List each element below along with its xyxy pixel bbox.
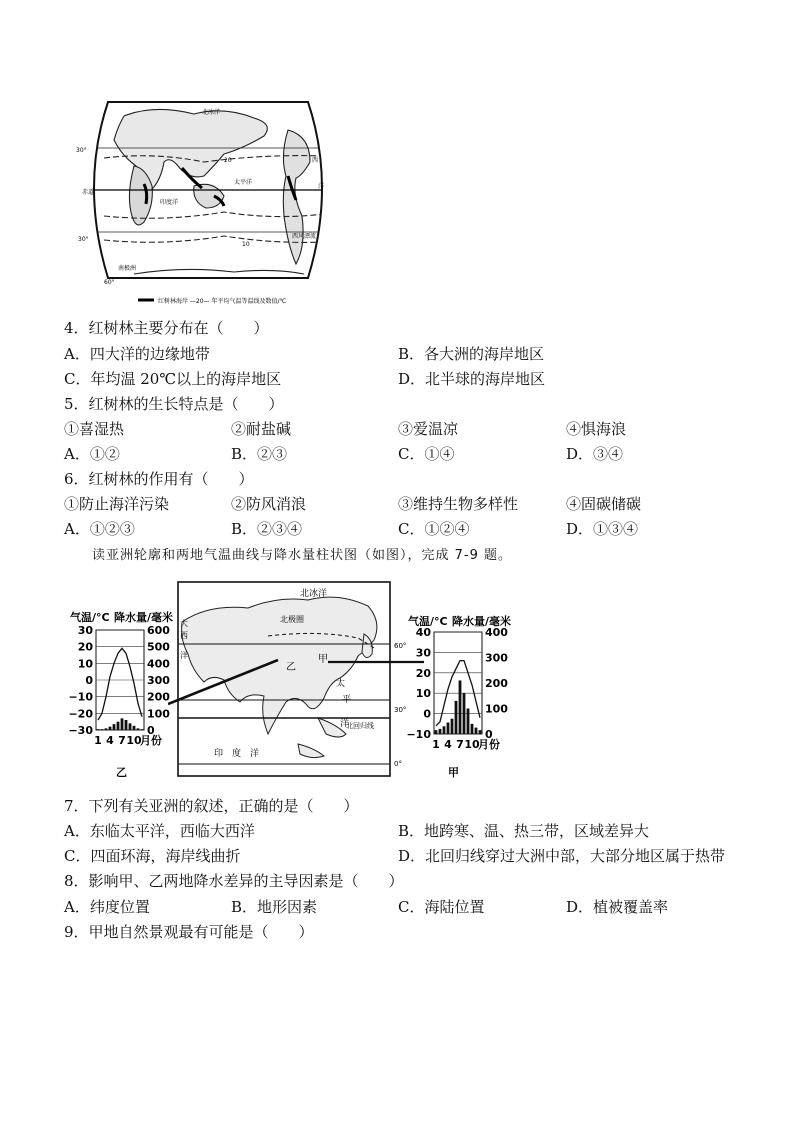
q8-option-a[interactable]: A．纬度位置 [64,898,150,916]
chart-yi-precip-bar [105,728,108,730]
chart-jia-temp-tick: 30 [415,646,431,660]
q5-option-b[interactable]: B．②③ [231,445,288,463]
label-equator: 赤道 [82,189,95,196]
chart-jia-precip-tick: 300 [485,651,508,665]
label-lat60s: 60° [104,279,115,286]
asia-label-tropic: 北回归线 [346,722,374,730]
q7-option-c[interactable]: C．四面环海，海岸线曲折 [64,847,241,865]
chart-jia-precip-bar [439,729,442,734]
chart-jia-x-tick: 4 [444,738,452,751]
q7-option-a[interactable]: A．东临太平洋，西临大西洋 [64,822,255,840]
world-mangrove-map [74,96,342,308]
label-west-wind: 西风漂流 [292,233,317,240]
chart-yi-temp-tick: −10 [68,690,93,704]
chart-yi-precip-bar [97,729,100,730]
chart-yi-precip-tick: 100 [147,707,170,721]
q5-item-3: ③爱温凉 [398,420,459,438]
chart-yi-temp-title: 气温/°C [70,611,110,624]
chart-yi-precip-tick: 200 [147,690,170,704]
chart-jia-precip-bar [475,728,478,734]
q8-option-d[interactable]: D．植被覆盖率 [566,898,669,916]
chart-jia-x-tick: 1 [432,738,440,751]
chart-jia-precip-bar [447,723,450,734]
asia-label-pacific-3: 洋 [340,719,350,729]
chart-yi-precip-bar [141,729,144,730]
chart-jia-temp-tick: 10 [415,687,431,701]
asia-label-indian: 印 度 洋 [214,749,260,759]
q4-option-b[interactable]: B．各大洲的海岸地区 [398,345,545,363]
chart-jia-precip-bar [435,730,438,734]
asia-label-yang: 洋 [180,651,188,660]
asia-label-jia: 甲 [318,654,328,665]
chart-yi-temp-tick: 0 [85,674,93,687]
chart-jia-name: 甲 [448,766,459,779]
intro-text: 读亚洲轮廓和两地气温曲线与降水量柱状图（如图），完成 7-9 题。 [92,548,512,563]
chart-yi-precip-bar [109,727,112,730]
chart-yi-x-tick: 7 [118,734,126,747]
chart-jia-x-tick: 7 [456,738,464,751]
label-iso10: 10 [242,241,250,248]
chart-jia-temp-tick: −10 [406,728,431,741]
chart-yi-precip-bar [125,720,128,730]
climate-chart-yi [66,606,178,780]
label-lat30n: 30° [76,147,87,154]
asia-label-lat60: 60° [394,642,407,650]
q6-option-a[interactable]: A．①②③ [64,520,135,538]
map-legend: 红树林海岸 —20— 年平均气温等温线及数值/℃ [158,298,287,305]
label-pacific: 太平洋 [234,179,253,186]
q4-option-a[interactable]: A．四大洋的边缘地带 [64,345,210,363]
chart-jia-precip-title: 降水量/毫米 [452,615,512,628]
chart-yi-precip-bar [133,726,136,730]
chart-yi-precip-tick: 500 [147,640,170,654]
chart-jia-precip-bar [479,730,482,734]
climate-chart-jia [404,610,514,780]
q5-item-1: ①喜湿热 [64,420,125,438]
chart-jia-precip-bar [463,693,466,734]
chart-yi-precip-tick: 400 [147,657,170,671]
chart-yi-temp-tick: 30 [77,624,93,637]
question-4-stem: 4．红树林主要分布在（ ） [64,319,269,337]
label-iso20: 20 [224,157,232,164]
asia-label-pacific-1: 太 [336,679,346,689]
chart-yi-precip-tick: 300 [147,674,170,687]
q6-item-2: ②防风消浪 [231,495,307,513]
chart-yi-precip-title: 降水量/毫米 [114,611,174,624]
question-8-stem: 8．影响甲、乙两地降水差异的主导因素是（ ） [64,872,404,890]
asia-label-lat0: 0° [394,760,402,768]
q6-item-1: ①防止海洋污染 [64,495,170,513]
chart-jia-precip-tick: 0 [485,728,493,741]
chart-yi-x-tick: 1 [94,734,102,747]
asia-label-da: 大 [180,619,188,628]
chart-yi-x-tick: 4 [106,734,114,747]
chart-yi-name: 乙 [116,766,127,779]
chart-yi-temp-tick: 20 [77,640,93,654]
asia-label-lat30: 30° [394,706,407,714]
asia-label-pacific-2: 平 [342,695,352,705]
label-arctic: 北冰洋 [202,109,221,116]
q6-item-4: ④固碳储碳 [566,495,642,513]
question-6-stem: 6．红树林的作用有（ ） [64,470,254,488]
chart-jia-temp-tick: 20 [415,666,431,680]
chart-jia-precip-tick: 200 [485,677,508,690]
q6-option-b[interactable]: B．②③④ [231,520,303,538]
q6-option-c[interactable]: C．①②④ [398,520,470,538]
chart-jia-precip-bar [459,680,462,734]
q6-option-d[interactable]: D．①③④ [566,520,639,538]
chart-jia-temp-tick: 0 [423,707,431,721]
chart-yi-precip-bar [117,722,120,730]
q5-item-4: ④惧海浪 [566,420,627,438]
chart-yi-precip-tick: 0 [147,724,155,737]
asia-label-xi: 西 [180,631,188,640]
label-atl-yang: 洋 [318,183,325,190]
q5-item-2: ②耐盐碱 [231,420,292,438]
chart-yi-temp-curve [98,648,142,720]
chart-yi-precip-bar [113,724,116,730]
chart-yi-temp-tick: −30 [68,724,93,737]
chart-jia-precip-bar [467,709,470,735]
asia-label-arctic: 北冰洋 [300,589,328,599]
q7-option-d[interactable]: D．北回归线穿过大洲中部，大部分地区属于热带 [398,847,726,865]
chart-jia-x-tick: 10 [464,738,480,751]
chart-yi-precip-bar [101,729,104,730]
asia-map [168,578,424,778]
chart-jia-precip-bar [455,701,458,734]
question-5-stem: 5．红树林的生长特点是（ ） [64,395,284,413]
asia-label-arctic-circle: 北极圈 [280,615,304,624]
question-7-stem: 7．下列有关亚洲的叙述，正确的是（ ） [64,797,359,815]
q5-option-c[interactable]: C．①④ [398,445,455,463]
chart-yi-precip-bar [121,718,124,730]
chart-yi-temp-tick: 10 [77,657,93,671]
chart-yi-precip-bar [137,728,140,730]
chart-yi-precip-bar [129,723,132,730]
chart-yi-precip-tick: 600 [147,624,170,637]
chart-yi-temp-tick: −20 [68,707,93,721]
q4-option-d[interactable]: D．北半球的海岸地区 [398,370,546,388]
q4-option-c[interactable]: C．年均温 20℃以上的海岸地区 [64,370,282,388]
question-9-stem: 9．甲地自然景观最有可能是（ ） [64,923,314,941]
chart-jia-temp-title: 气温/°C [408,615,448,628]
label-lat30s: 30° [78,236,89,243]
label-indian: 印度洋 [160,199,179,206]
label-west: 西 [312,157,319,164]
q8-option-b[interactable]: B．地形因素 [231,898,318,916]
chart-jia-precip-tick: 100 [485,702,508,716]
chart-jia-temp-tick: 40 [415,626,431,639]
chart-jia-precip-tick: 400 [485,626,508,639]
q7-option-b[interactable]: B．地跨寒、温、热三带，区域差异大 [398,822,650,840]
chart-yi-x-tick: 10 [126,734,142,747]
chart-jia-precip-bar [443,726,446,734]
asia-label-yi: 乙 [286,662,296,673]
q6-item-3: ③维持生物多样性 [398,495,519,513]
chart-jia-precip-bar [451,719,454,734]
q5-option-a[interactable]: A．①② [64,445,120,463]
chart-jia-precip-bar [471,724,474,734]
q8-option-c[interactable]: C．海陆位置 [398,898,485,916]
q5-option-d[interactable]: D．③④ [566,445,624,463]
chart-yi-x-unit: 月份 [140,734,162,747]
label-south-ocean: 南极洲 [118,265,137,272]
chart-jia-x-unit: 月份 [478,738,500,751]
